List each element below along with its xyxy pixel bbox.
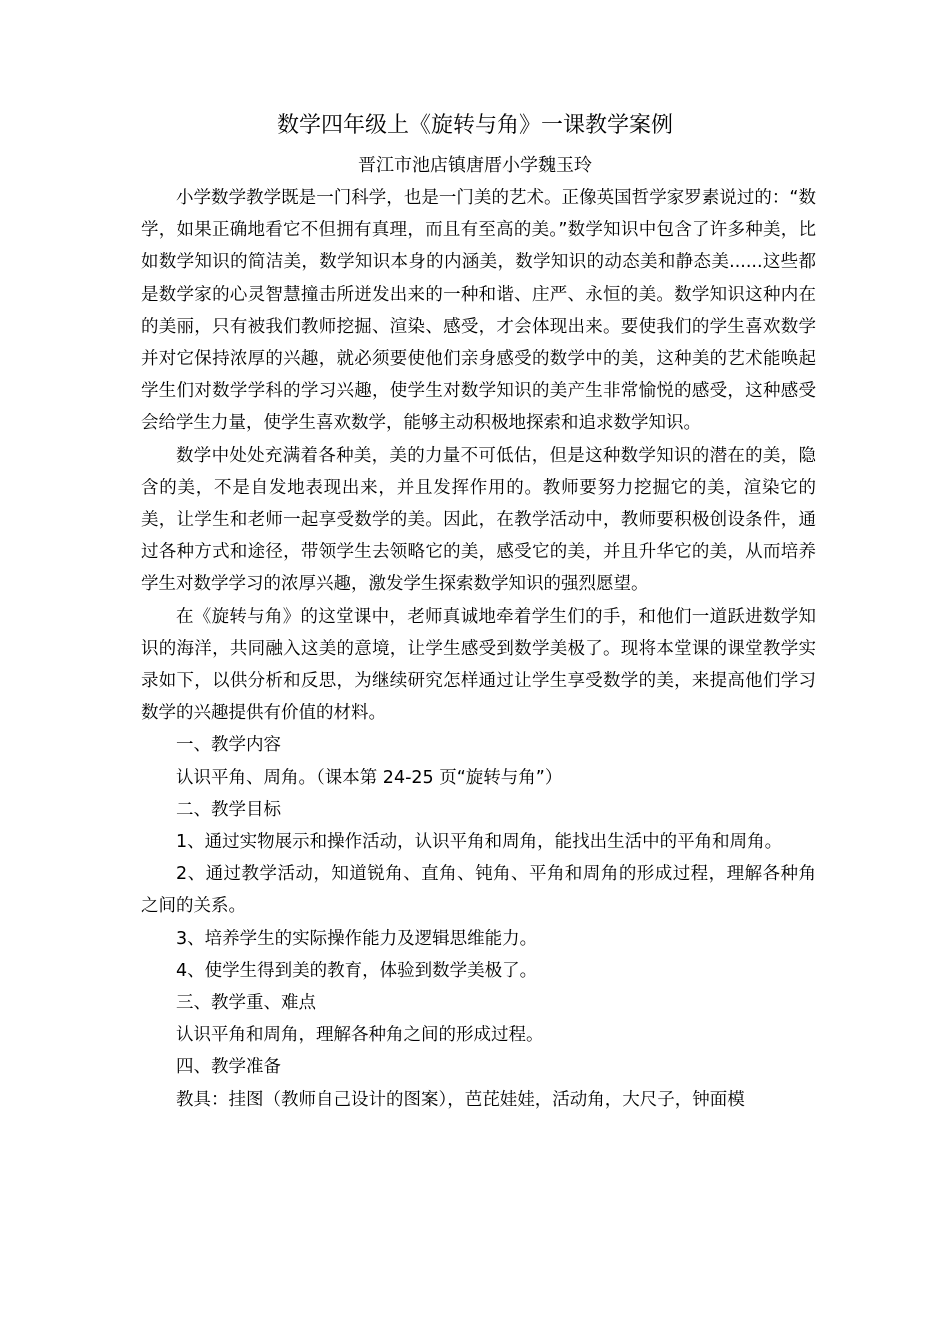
section-heading-goals: 二、教学目标 <box>176 799 281 820</box>
intro-paragraph-3: 在《旋转与角》的这堂课中，老师真诚地牵着学生们的手，和他们一道跃进数学知识的海洋，共同融入这美的意境，让学生感受到数学美极了。现将本堂课的课堂教学实录如下，以供分析和反思，为继续研究怎样通过让学生享受数学的美，来提高他们学习数学的兴趣提供有价值的材料。 <box>141 606 816 724</box>
intro-paragraph-2: 数学中处处充满着各种美，美的力量不可低估，但是这种数学知识的潜在的美，隐含的美，不是自发地表现出来，并且发挥作用的。教师要努力挖掘它的美，渲染它的美，让学生和老师一起享受数学的美。因此，在教学活动中，教师要积极创设条件，通过各种方式和途径，带领学生去领略它的美，感受它的美，并且升华它的美，从而培养学生对数学学习的浓厚兴趣，激发学生探索数学知识的强烈愿望。 <box>141 445 816 595</box>
section-text-key-points: 认识平角和周角，理解各种角之间的形成过程。 <box>176 1025 544 1046</box>
section-text-content: 认识平角、周角。（课本第 24-25 页“旋转与角”） <box>176 767 563 788</box>
section-heading-content: 一、教学内容 <box>176 735 281 756</box>
section-text-preparation: 教具：挂图（教师自己设计的图案），芭芘娃娃，活动角，大尺子，钟面模 <box>176 1089 745 1110</box>
document-title: 数学四年级上《旋转与角》一课教学案例 <box>276 113 673 138</box>
intro-paragraph-1: 小学数学教学既是一门科学，也是一门美的艺术。正像英国哲学家罗素说过的：“数学，如果正确地看它不但拥有真理，而且有至高的美。”数学知识中包含了许多种美，比如数学知识的简洁美，数学知识本身的内涵美，数学知识的动态美和静态美......这些都是数学家的心灵智慧撞击所迸发出来的一种和谐、庄严、永恒的美。数学知识这种内在的美丽，只有被我们教师挖掘、渲染、感受，才会体现出来。要使我们的学生喜欢数学并对它保持浓厚的兴趣，就必须要使他们亲身感受的数学中的美，这种美的艺术能唤起学生们对数学学科的学习兴趣，使学生对数学知识的美产生非常愉悦的感受，这种感受会给学生力量，使学生喜欢数学，能够主动积极地探索和追求数学知识。 <box>141 188 816 434</box>
goal-item-2: 2、通过教学活动，知道锐角、直角、钝角、平角和周角的形成过程，理解各种角之间的关系。 <box>141 864 816 917</box>
author-line: 晋江市池店镇唐厝小学魏玉玲 <box>358 155 592 176</box>
section-heading-key-points: 三、教学重、难点 <box>176 993 316 1014</box>
section-heading-preparation: 四、教学准备 <box>176 1057 281 1078</box>
goal-item-4: 4、使学生得到美的教育，体验到数学美极了。 <box>176 960 538 981</box>
goal-item-3: 3、培养学生的实际操作能力及逻辑思维能力。 <box>176 928 538 949</box>
goal-item-1: 1、通过实物展示和操作活动，认识平角和周角，能找出生活中的平角和周角。 <box>176 832 783 853</box>
document-body <box>141 182 816 1116</box>
